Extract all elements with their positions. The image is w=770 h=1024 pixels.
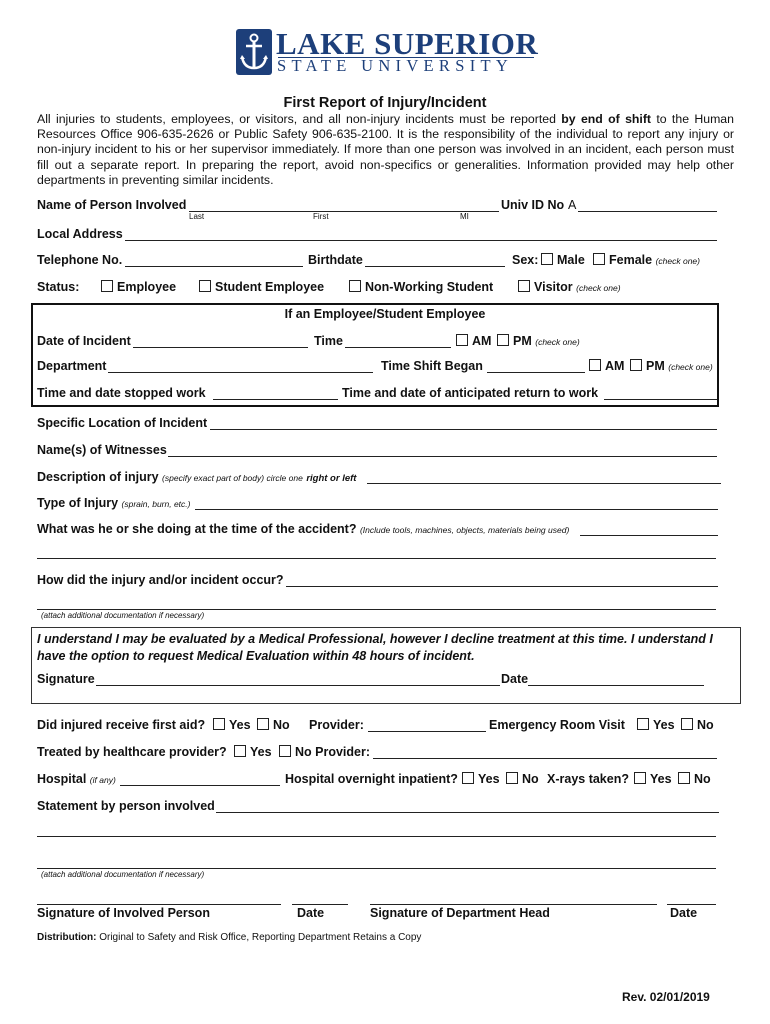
type-of-injury-field[interactable] [195, 509, 718, 510]
anticipated-return-field[interactable] [604, 399, 717, 400]
female-checkbox[interactable] [593, 253, 605, 265]
statement-field[interactable] [216, 812, 719, 813]
incident-am-checkbox[interactable] [456, 334, 468, 346]
status-student-employee-option[interactable] [199, 280, 324, 294]
attach-documentation-note-2: (attach additional documentation if necessary) [41, 870, 205, 879]
first-aid-no-label: No [273, 718, 290, 732]
dept-head-date-line[interactable] [667, 904, 716, 905]
right-or-left-choice[interactable]: right or left [306, 473, 357, 484]
treated-no-provider-label: No Provider: [295, 745, 371, 759]
logo-subtitle: STATE UNIVERSITY [277, 56, 514, 75]
overnight-no-label: No [522, 772, 539, 786]
univ-id-field[interactable] [578, 211, 717, 212]
university-logo-shield [236, 29, 272, 75]
univ-id-prefix: A [568, 198, 577, 212]
ack-signature-field[interactable] [96, 685, 500, 686]
statement-label: Statement by person involved [37, 799, 215, 813]
treated-provider-field[interactable] [373, 758, 717, 759]
middle-initial-hint: MI [460, 212, 469, 221]
logo-wordmark: LAKE SUPERIOR [276, 26, 539, 61]
involved-date-label: Date [297, 906, 325, 920]
shift-pm-label: PM [646, 359, 665, 373]
birthdate-field[interactable] [365, 266, 505, 267]
er-no-option[interactable] [681, 718, 714, 732]
time-stopped-work-field[interactable] [213, 399, 338, 400]
intro-text-2: to the Human Resources Office 906-635-2626 or Public Safety 906-635-2100. It is the responsibility of the individual to report any injury or non-injury incident to his or her supervisor immediately. If more than one person was involved in an incident, each person must fill out a separate report. In preparing the report, avoid non-specifics or generalities. Information provided may help other departments in preventing similar incidents. [37, 112, 734, 187]
dept-head-date-label: Date [670, 906, 698, 920]
treated-by-provider-label: Treated by healthcare provider? [37, 745, 227, 759]
xrays-yes-option[interactable] [634, 772, 672, 786]
type-of-injury-hint: (sprain, burn, etc.) [121, 499, 191, 509]
name-field[interactable] [189, 211, 499, 212]
involved-signature-label: Signature of Involved Person [37, 906, 210, 920]
xrays-no-option[interactable] [678, 772, 711, 786]
overnight-no-option[interactable] [506, 772, 539, 786]
hospital-field[interactable] [120, 785, 280, 786]
distribution-line [37, 932, 421, 943]
time-shift-began-label: Time Shift Began [381, 359, 483, 373]
time-field[interactable] [345, 347, 451, 348]
involved-signature-line[interactable] [37, 904, 281, 905]
department-field[interactable] [108, 372, 373, 373]
first-aid-yes-option[interactable] [213, 718, 251, 732]
male-label: Male [557, 253, 585, 267]
statement-field-line-2[interactable] [37, 836, 716, 837]
first-aid-label: Did injured receive first aid? [37, 718, 206, 732]
student-employee-checkbox[interactable] [199, 280, 211, 292]
activity-label-text: What was he or she doing at the time of the accident? [37, 522, 357, 536]
female-label: Female [609, 253, 653, 267]
hospital-label [37, 772, 116, 786]
witnesses-label: Name(s) of Witnesses [37, 443, 167, 457]
activity-hint: (Include tools, machines, objects, materials being used) [359, 525, 570, 535]
hospital-label-text: Hospital [37, 772, 87, 786]
distribution-text: Original to Safety and Risk Office, Reporting Department Retains a Copy [99, 932, 422, 943]
female-option[interactable] [593, 253, 700, 267]
treated-no-checkbox[interactable] [279, 745, 291, 757]
date-of-incident-label: Date of Incident [37, 334, 131, 348]
how-occurred-field[interactable] [286, 586, 718, 587]
form-title: First Report of Injury/Incident [283, 95, 487, 111]
er-no-label: No [697, 718, 714, 732]
description-label-text: Description of injury [37, 470, 159, 484]
ack-date-field[interactable] [528, 685, 704, 686]
male-checkbox[interactable] [541, 253, 553, 265]
xrays-yes-label: Yes [650, 772, 672, 786]
status-visitor-option[interactable] [518, 280, 621, 294]
intro-emphasis: by end of shift [561, 112, 652, 126]
status-check-one-hint: (check one) [576, 283, 621, 293]
dept-head-signature-line[interactable] [370, 904, 657, 905]
incident-am-option[interactable] [456, 334, 491, 348]
incident-time-check-one-hint: (check one) [535, 337, 580, 347]
specific-location-label: Specific Location of Incident [37, 416, 208, 430]
student-employee-label: Student Employee [215, 280, 325, 294]
overnight-no-checkbox[interactable] [506, 772, 518, 784]
employee-checkbox[interactable] [101, 280, 113, 292]
er-no-checkbox[interactable] [681, 718, 693, 730]
overnight-inpatient-label: Hospital overnight inpatient? [285, 772, 458, 786]
overnight-yes-checkbox[interactable] [462, 772, 474, 784]
intro-text-1: All injuries to students, employees, or visitors, and all non-injury incidents must be reported [37, 112, 562, 126]
time-label: Time [314, 334, 343, 348]
shift-check-one-hint: (check one) [668, 362, 713, 372]
first-aid-yes-checkbox[interactable] [213, 718, 225, 730]
employee-label: Employee [117, 280, 177, 294]
non-working-student-checkbox[interactable] [349, 280, 361, 292]
description-label [37, 470, 356, 484]
involved-date-line[interactable] [292, 904, 348, 905]
sex-check-one-hint: (check one) [655, 256, 700, 266]
description-hint: (specify exact part of body) circle one [162, 473, 303, 483]
time-stopped-work-label: Time and date stopped work [37, 386, 206, 400]
decline-treatment-statement: I understand I may be evaluated by a Medical Professional, however I decline treatment at this time. I understand I have the option to request Medical Evaluation within 48 hours of incident. [37, 632, 713, 663]
telephone-field[interactable] [125, 266, 303, 267]
how-occurred-label: How did the injury and/or incident occur? [37, 573, 284, 587]
ack-signature-label: Signature [37, 672, 95, 686]
non-working-student-label: Non-Working Student [365, 280, 494, 294]
status-label: Status: [37, 280, 80, 294]
first-aid-no-option[interactable] [257, 718, 290, 732]
telephone-label: Telephone No. [37, 253, 123, 267]
statement-field-line-3[interactable] [37, 868, 716, 869]
first-aid-yes-label: Yes [229, 718, 251, 732]
shift-am-label: AM [605, 359, 625, 373]
provider-field[interactable] [368, 731, 486, 732]
date-of-incident-field[interactable] [133, 347, 308, 348]
birthdate-label: Birthdate [308, 253, 363, 267]
type-of-injury-label [37, 496, 191, 510]
description-field[interactable] [367, 483, 721, 484]
distribution-label: Distribution: [37, 932, 97, 943]
treated-yes-option[interactable] [234, 745, 272, 759]
type-of-injury-label-text: Type of Injury [37, 496, 119, 510]
local-address-field[interactable] [125, 240, 717, 241]
witnesses-field[interactable] [168, 456, 717, 457]
treated-yes-checkbox[interactable] [234, 745, 246, 757]
visitor-label: Visitor [534, 280, 573, 294]
activity-field[interactable] [580, 535, 718, 536]
first-name-hint: First [313, 212, 329, 221]
xrays-label: X-rays taken? [547, 772, 629, 786]
treated-yes-label: Yes [250, 745, 272, 759]
overnight-yes-label: Yes [478, 772, 500, 786]
overnight-yes-option[interactable] [462, 772, 500, 786]
er-visit-label: Emergency Room Visit [489, 718, 625, 732]
local-address-label: Local Address [37, 227, 123, 241]
status-non-working-student-option[interactable] [349, 280, 493, 294]
shift-am-option[interactable] [589, 359, 624, 373]
first-aid-no-checkbox[interactable] [257, 718, 269, 730]
incident-pm-checkbox[interactable] [497, 334, 509, 346]
how-occurred-field-line-2[interactable] [37, 609, 716, 610]
activity-field-line-2[interactable] [37, 558, 716, 559]
visitor-checkbox[interactable] [518, 280, 530, 292]
last-name-hint: Last [189, 212, 205, 221]
univ-id-label: Univ ID No [501, 198, 565, 212]
shift-pm-checkbox[interactable] [630, 359, 642, 371]
name-label: Name of Person Involved [37, 198, 187, 212]
provider-label: Provider: [309, 718, 364, 732]
anchor-icon [236, 29, 272, 75]
male-option[interactable] [541, 253, 585, 267]
ack-date-label: Date [501, 672, 529, 686]
incident-pm-label: PM [513, 334, 532, 348]
attach-documentation-note-1: (attach additional documentation if necessary) [41, 611, 205, 620]
status-employee-option[interactable] [101, 280, 176, 294]
intro-paragraph [37, 112, 734, 188]
er-yes-checkbox[interactable] [637, 718, 649, 730]
treated-no-option[interactable] [279, 745, 370, 759]
xrays-no-checkbox[interactable] [678, 772, 690, 784]
xrays-no-label: No [694, 772, 711, 786]
er-yes-option[interactable] [637, 718, 675, 732]
hospital-if-any-hint: (if any) [89, 775, 116, 785]
incident-pm-option[interactable] [497, 334, 580, 348]
employee-section-heading: If an Employee/Student Employee [284, 307, 486, 321]
shift-pm-option[interactable] [630, 359, 713, 373]
sex-label: Sex: [512, 253, 539, 267]
xrays-yes-checkbox[interactable] [634, 772, 646, 784]
activity-label [37, 522, 569, 536]
er-yes-label: Yes [653, 718, 675, 732]
dept-head-signature-label: Signature of Department Head [370, 906, 550, 920]
specific-location-field[interactable] [210, 429, 717, 430]
revision-date: Rev. 02/01/2019 [622, 990, 710, 1004]
incident-am-label: AM [472, 334, 492, 348]
department-label: Department [37, 359, 107, 373]
shift-am-checkbox[interactable] [589, 359, 601, 371]
time-shift-began-field[interactable] [487, 372, 585, 373]
anticipated-return-label: Time and date of anticipated return to work [342, 386, 599, 400]
